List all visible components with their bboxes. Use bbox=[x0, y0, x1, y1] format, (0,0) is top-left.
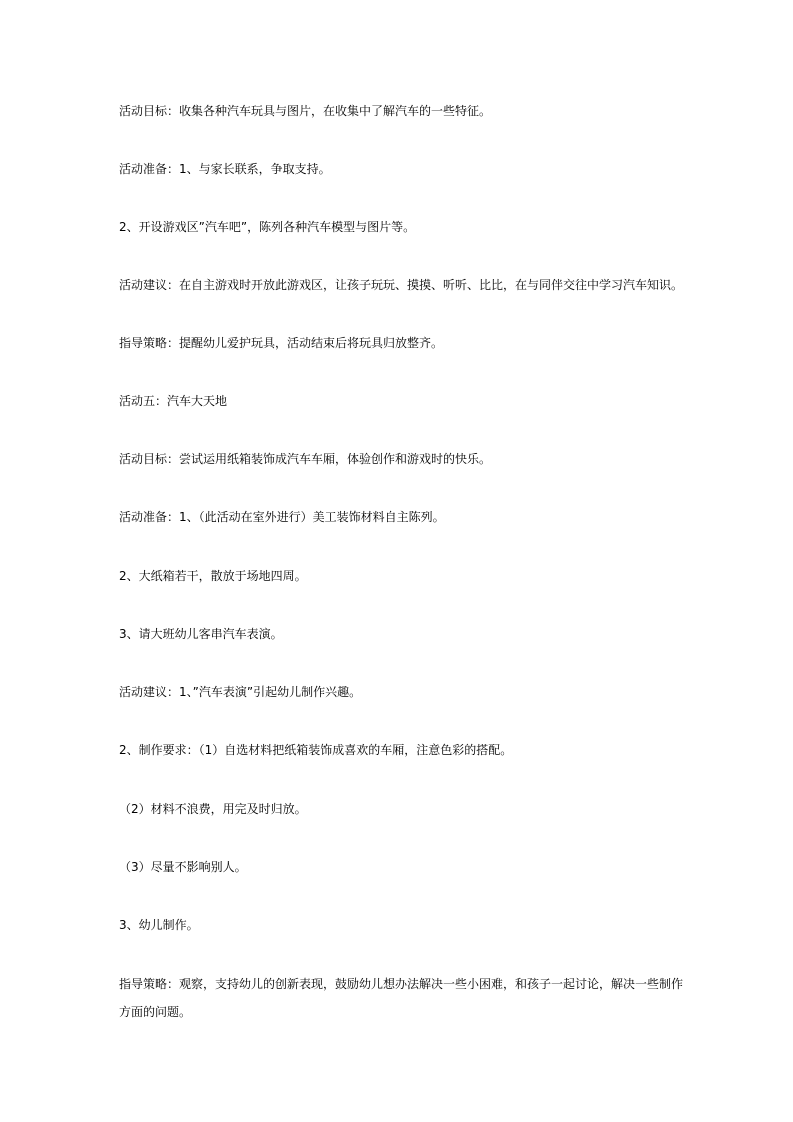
paragraph-activity-suggestion-5: 活动建议：1、”汽车表演”引起幼儿制作兴趣。 bbox=[119, 685, 362, 699]
paragraph-making-requirements: 2、制作要求：（1）自选材料把纸箱装饰成喜欢的车厢，注意色彩的搭配。 bbox=[119, 743, 513, 757]
paragraph-requirement-3: （3）尽量不影响别人。 bbox=[119, 860, 247, 874]
paragraph-activity-five-title: 活动五：汽车大天地 bbox=[119, 394, 228, 408]
paragraph-prep-item-2: 2、开设游戏区”汽车吧”，陈列各种汽车模型与图片等。 bbox=[119, 220, 416, 234]
paragraph-child-making: 3、幼儿制作。 bbox=[119, 918, 199, 932]
paragraph-prep-item-2-boxes: 2、大纸箱若干，散放于场地四周。 bbox=[119, 569, 307, 583]
paragraph-prep-item-3-performance: 3、请大班幼儿客串汽车表演。 bbox=[119, 627, 283, 641]
paragraph-guidance-strategy-1: 指导策略：提醒幼儿爱护玩具，活动结束后将玩具归放整齐。 bbox=[119, 336, 444, 350]
paragraph-activity-goal-5: 活动目标：尝试运用纸箱装饰成汽车车厢，体验创作和游戏时的快乐。 bbox=[119, 452, 492, 466]
paragraph-requirement-2: （2）材料不浪费，用完及时归放。 bbox=[119, 802, 307, 816]
paragraph-activity-prep-1: 活动准备：1、与家长联系，争取支持。 bbox=[119, 162, 331, 176]
paragraph-activity-goal-1: 活动目标：收集各种汽车玩具与图片，在收集中了解汽车的一些特征。 bbox=[119, 104, 492, 118]
paragraph-activity-suggestion-1: 活动建议：在自主游戏时开放此游戏区，让孩子玩玩、摸摸、听听、比比，在与同伴交往中学习汽车知识。 bbox=[119, 278, 684, 292]
paragraph-guidance-strategy-5: 指导策略：观察，支持幼儿的创新表现，鼓励幼儿想办法解决一些小困难，和孩子一起讨论，解决一些制作方面的问题。 bbox=[119, 977, 684, 1019]
paragraph-activity-prep-5: 活动准备：1、（此活动在室外进行）美工装饰材料自主陈列。 bbox=[119, 510, 445, 524]
